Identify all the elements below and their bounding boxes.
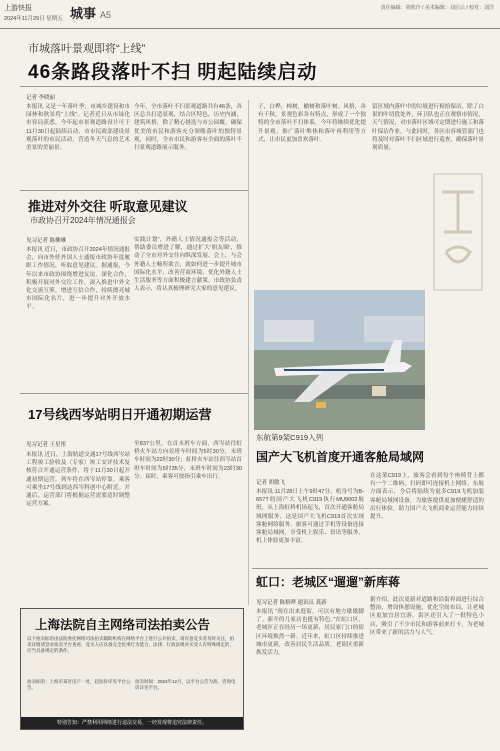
page-number: A5 xyxy=(100,10,112,20)
story4-column-2: 在这架C919上，旅客会看到每个座椅背上都有一个二维码，扫码即可连接机上网络。东航方面表示，今后将陆续为更多C919飞机加装客舱局域网设备，为旅客提供更加便捷舒适的出行体验，助力国产大飞机商业运营能力持续提升。 xyxy=(370,473,484,521)
story5-byline: 见习记者 陈格晔 通讯员 龚新 xyxy=(256,600,327,606)
ad-title: 上海法院自主网络司法拍卖公告 xyxy=(35,618,211,632)
ad-listing-2: 拍卖时间：2024年12月，以平台公告为准。咨询电话详见平台。 xyxy=(135,679,236,690)
airplane-photo xyxy=(254,290,425,430)
lead-column-1: 本报讯 又是一年落叶季，市城乡建设和市园林和秋景将“上线”。记者近日从市绿化市容局获悉，今年起市景观道路设计可于11月30日起陆续启动，市市民政部建设景观落叶的市民活动，营造冬天气息的艺术美景的美丽景。 xyxy=(26,104,130,152)
lead-headline: 46条路段落叶不扫 明起陆续启动 xyxy=(28,62,318,83)
ad-body: 以下拍卖标的由法院委托网络司法拍卖辅助机构在网络平台上进行公开拍卖，请有意竞买者及时关注，拍卖详情请登录拍卖平台查看，竞买人应具备完全民事行为能力，法律、行政法规对买受人有特殊规定的，应当具备规定的条件。 xyxy=(27,636,234,654)
section-name xyxy=(70,3,111,22)
issue-date: 2024年11月29日 星期五 xyxy=(4,16,63,22)
story4-column-1: 本报讯 11月28日上午9时47分，机身号为B-657T的国产大飞机C919执行MU9002航班，从上海虹桥机场起飞，首次开通客舱局域网服务，这是国产大飞机C919首次实现客舱网络服务。旅客可通过手机等设备连接客舱局域网，享受机上娱乐、资讯等服务，机上体验更加丰富。 xyxy=(256,489,364,545)
seal-decoration xyxy=(432,172,484,292)
story2-headline: 推进对外交往 听取意见建议 xyxy=(28,199,188,214)
photo-caption: 东航第9架C919入列 xyxy=(256,433,324,442)
ad-listing-1: 拍卖标的：上海市某区房产一处，起拍价详见平台公告。 xyxy=(27,679,131,690)
story5-headline: 虹口：老城区“遛遛”新库蒋 xyxy=(256,575,401,589)
section-title: 城事 xyxy=(70,6,97,21)
masthead xyxy=(0,0,500,29)
editor-credits: 责任编辑：胡欣玲 / 美术编辑：刘启云 / 校对：刘洋 xyxy=(380,5,494,11)
divider xyxy=(20,86,488,87)
divider xyxy=(252,568,488,569)
divider xyxy=(20,393,248,394)
story2-column-1: 本报讯 近日，市政协召开2024年情况通报会，向市外驻外国人士通报市政协年度履职工作情况，听取意见建议。据通报，今年以来市政协围绕增进友谊、深化合作，积极开展对外交往工作，深入推进中外文化交流互鉴，增进互信合作，持续擦亮城市国际化名片，进一步提升对外开放水平。 xyxy=(26,247,130,311)
court-auction-ad xyxy=(20,608,244,730)
story5-column-1: 本报讯 “现在出来逛街，可以有地方歇歇脚了。新开的几家店也挺有特色。”在虹口区，老城区正在经历一场更新，居民家门口的街区环境焕然一新。近年来，虹口区持续推进城市更新，改善居民生活品质，老街区重新焕发活力。 xyxy=(256,609,364,657)
story3-byline: 见习记者 王星彤 xyxy=(26,442,67,448)
story2-byline: 见习记者 陈柳琳 xyxy=(26,238,67,244)
lead-kicker: 市城落叶景观即将“上线” xyxy=(28,43,146,55)
lead-byline: 记者 李晓丽 xyxy=(26,95,56,101)
story4-byline: 记者 胡敏飞 xyxy=(256,480,286,486)
lead-column-3: 子，白桦，樟树，榆树和落叶树。风格，各有千秋，景观色彩各有特点，形成了一个独特的全市落叶不扫体系，今年将继续优化提升景观，推广落叶堆体和落叶再利用等方式，让市民更加喜欢落叶。 xyxy=(258,104,366,143)
story2-column-2: 实践计划”，外籍人士情况通报会等活动，帮助委员增进了解，通过扩大‘朋友圈’，推动了全市对外交往向纵深发展。会上，与会外籍人士畅所欲言，就如何进一步提升城市国际化水平、改善营商环境、优化外籍人士生活服务等方面积极建言献策。市政协负责人表示，将认真梳理研究大家的意见建议。 xyxy=(134,237,242,293)
column-divider xyxy=(248,100,249,605)
paper-name: 上游快报 xyxy=(4,5,32,12)
story3-column-1: 本报讯 近日，上海轨道交通17号线西岑站工程竣工验收及（专家）竣工安评技术复核符合开通运营条件，将于11月30日起开通初期运营，列车将在西岑站停靠。乘客可乘坐17号线到达西岑科创中心附近。开通后，运营部门将根据运营需要适时调整运营方案。 xyxy=(26,452,130,508)
lead-column-4: 留区域内落叶中的垃圾进行检拾保洁，除了白果的叶切段处外，环卫队也正在观察市情况，天气情况，对市落叶区域可定期进行施工和落叶保洁作业。与此同时，各区市容城管部门也将及时对落叶不扫区域进行巡查，确保落叶景观质量。 xyxy=(372,104,484,152)
divider xyxy=(20,190,248,191)
lead-column-2: 今年，全市落叶不扫景观道路共有46条，各区总共打造景观，结合区特色，历史内涵，建筑风格，除了精心挑选与市公园覆，确保优美的市民和游客充分领略落叶的独特景观，同时，全市市民和游客有全面的落叶不扫景观道路展示服务。 xyxy=(134,104,242,152)
story4-headline: 国产大飞机首度开通客舱局域网 xyxy=(256,450,425,464)
story5-column-2: 据介绍，此次更新对道路和沿街界面进行综合整治，增设休憩设施，优化空间布局，让老城区更加宜居宜游。街区还引入了一批特色小店，吸引了不少市民和游客前来打卡，为老城区带来了新的活力与人气。 xyxy=(370,597,484,636)
story3-headline: 17号线西岑站明日开通初期运营 xyxy=(28,407,212,422)
story3-column-2: 至837公里。在首末班车方面，西岑站往虹桥火车站方向首班车时间为5时30分，末班车时间为22时30分；虹桥火车站往西岑站首班车时间为5时35分，末班车时间为23时30分。届时，乘客可按指引乘车出行。 xyxy=(134,441,242,480)
story2-kicker: 市政协召开2024年情况通报会 xyxy=(30,216,136,225)
ad-footer: 特别告知：严禁利用网络进行违法交易，一经发现将追究法律责任。 xyxy=(21,717,243,729)
